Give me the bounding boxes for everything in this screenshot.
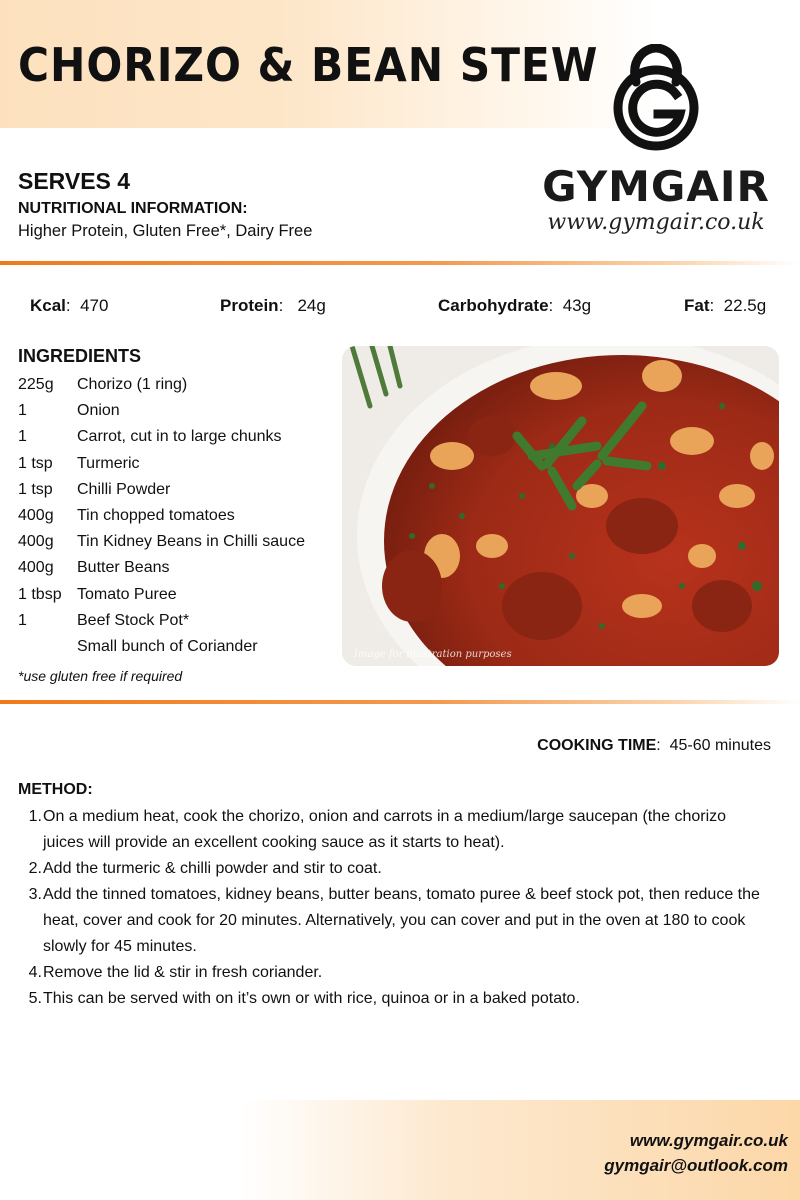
ingredient-name: Chorizo (1 ring) (77, 376, 188, 394)
ingredient-name: Chilli Powder (77, 480, 171, 498)
ingredient-name: Butter Beans (77, 559, 170, 577)
stat-kcal: Kcal: 470 (30, 296, 109, 315)
ingredient-name: Carrot, cut in to large chunks (77, 428, 282, 446)
ingredient-name: Tomato Puree (77, 585, 177, 603)
ingredient-name: Tin Kidney Beans in Chilli sauce (77, 533, 305, 551)
ingredient-name: Beef Stock Pot* (77, 611, 190, 629)
divider (0, 700, 800, 704)
recipe-title: CHORIZO & BEAN STEW (18, 38, 599, 92)
ingredient-qty: 1 (18, 428, 27, 446)
ingredient-qty: 1 tsp (18, 480, 53, 498)
ingredient-row (18, 529, 338, 555)
ingredient-row (18, 398, 338, 424)
step-text: Add the turmeric & chilli powder and stir to coat. (43, 860, 382, 877)
nutrition-text: Higher Protein, Gluten Free*, Dairy Free (18, 222, 313, 240)
method-list (20, 804, 770, 1012)
ingredient-row (18, 555, 338, 581)
ingredient-qty: 1 tbsp (18, 585, 62, 603)
brand-logo (520, 44, 790, 244)
ingredient-name: Onion (77, 402, 120, 420)
ingredient-row (18, 372, 338, 398)
divider (0, 261, 800, 265)
ingredient-name: Small bunch of Coriander (77, 637, 258, 655)
cooking-time: COOKING TIME: 45-60 minutes (537, 737, 771, 754)
serves: SERVES 4 (18, 168, 131, 194)
ingredient-row (18, 503, 338, 529)
method-step (20, 960, 770, 986)
step-number: 3. (28, 886, 42, 903)
photo-caption: Image for illustration purposes (354, 649, 512, 660)
stat-protein: Protein: 24g (220, 296, 326, 315)
ingredient-row (18, 582, 338, 608)
stew-illustration (342, 346, 779, 666)
stat-fat: Fat: 22.5g (684, 296, 767, 315)
ingredients-note: *use gluten free if required (18, 668, 183, 684)
step-text: Remove the lid & stir in fresh coriander. (43, 964, 323, 981)
ingredient-row (18, 451, 338, 477)
nutrition-label: NUTRITIONAL INFORMATION: (18, 200, 248, 217)
ingredient-row (18, 424, 338, 450)
step-number: 5. (28, 990, 42, 1007)
ingredient-qty: 1 (18, 611, 27, 629)
ingredients-list (18, 372, 338, 660)
step-number: 1. (28, 808, 42, 825)
method-step (20, 856, 770, 882)
ingredients-heading: INGREDIENTS (18, 346, 142, 366)
brand-url: www.gymgair.co.uk (547, 210, 765, 235)
ingredient-qty: 225g (18, 376, 54, 394)
step-text: This can be served with on it’s own or with rice, quinoa or in a baked potato. (43, 990, 580, 1007)
ingredient-row (18, 634, 338, 660)
kettlebell-icon (606, 44, 706, 152)
ingredient-qty: 400g (18, 559, 54, 577)
brand-name: GYMGAIR (542, 162, 770, 211)
footer-website-link[interactable]: www.gymgair.co.uk (629, 1131, 788, 1150)
stew-photo (342, 346, 779, 666)
step-number: 4. (28, 964, 42, 981)
ingredient-name: Turmeric (77, 454, 140, 472)
ingredient-name: Tin chopped tomatoes (77, 507, 235, 525)
method-step (20, 986, 770, 1012)
step-number: 2. (28, 860, 42, 877)
ingredient-row (18, 608, 338, 634)
method-step (20, 882, 770, 960)
ingredient-row (18, 477, 338, 503)
ingredient-qty: 1 (18, 402, 27, 420)
ingredient-qty: 400g (18, 507, 54, 525)
stat-carbohydrate: Carbohydrate: 43g (438, 296, 592, 315)
ingredient-qty: 1 tsp (18, 454, 53, 472)
step-text: Add the tinned tomatoes, kidney beans, butter beans, tomato puree & beef stock pot, then reduce the heat, cover and cook for 20 minutes. Alternatively, you can cover and put in the oven at 180 to cook slowly for 45 minutes. (43, 886, 760, 955)
footer-email-link[interactable]: gymgair@outlook.com (604, 1156, 788, 1175)
method-step (20, 804, 770, 856)
ingredient-qty: 400g (18, 533, 54, 551)
step-text: On a medium heat, cook the chorizo, onion and carrots in a medium/large saucepan (the chorizo juices will provide an excellent cooking sauce as it starts to heat). (43, 808, 727, 851)
method-heading: METHOD: (18, 781, 93, 798)
